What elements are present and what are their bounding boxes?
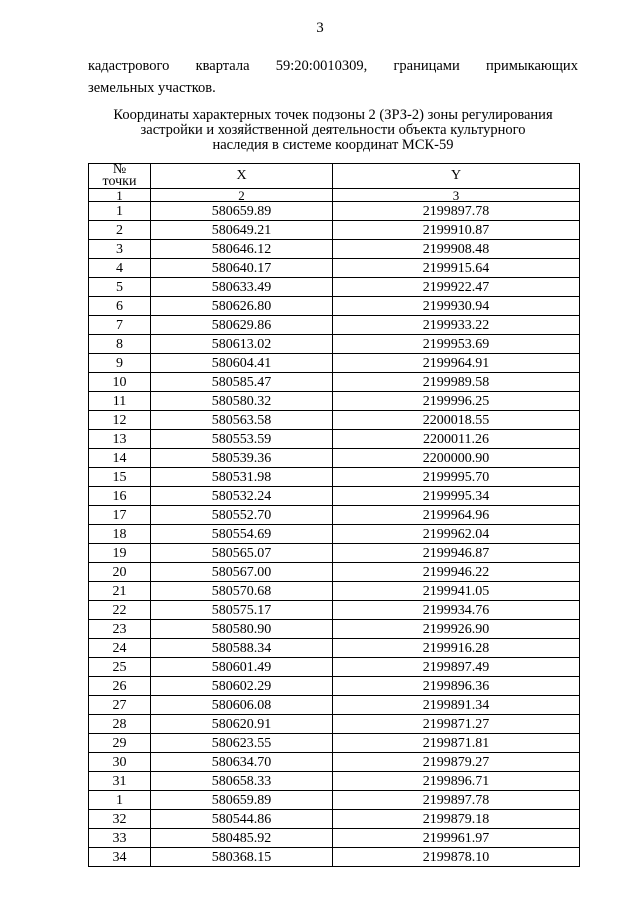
table-row [89, 734, 580, 753]
table-row [89, 316, 580, 335]
table-row [89, 563, 580, 582]
point-number-cell: 22 [89, 601, 151, 620]
x-cell: 580485.92 [151, 829, 333, 848]
x-cell: 580539.36 [151, 449, 333, 468]
x-cell: 580626.80 [151, 297, 333, 316]
y-cell: 2199989.58 [333, 373, 580, 392]
table-row [89, 620, 580, 639]
x-cell: 580640.17 [151, 259, 333, 278]
y-cell: 2199896.36 [333, 677, 580, 696]
point-number-cell: 12 [89, 411, 151, 430]
y-cell: 2200000.90 [333, 449, 580, 468]
index-cell: 2 [151, 189, 333, 202]
point-number-cell: 28 [89, 715, 151, 734]
point-number-cell: 3 [89, 240, 151, 259]
table-row [89, 430, 580, 449]
y-cell: 2199995.70 [333, 468, 580, 487]
intro-word: границами [393, 58, 460, 74]
x-cell: 580368.15 [151, 848, 333, 867]
x-cell: 580531.98 [151, 468, 333, 487]
table-header-row [89, 164, 580, 189]
y-cell: 2199922.47 [333, 278, 580, 297]
y-cell: 2199930.94 [333, 297, 580, 316]
x-cell: 580553.59 [151, 430, 333, 449]
point-number-cell: 13 [89, 430, 151, 449]
table-row [89, 506, 580, 525]
x-cell: 580567.00 [151, 563, 333, 582]
table-row [89, 544, 580, 563]
y-cell: 2200011.26 [333, 430, 580, 449]
y-cell: 2199878.10 [333, 848, 580, 867]
y-cell: 2200018.55 [333, 411, 580, 430]
point-number-cell: 25 [89, 658, 151, 677]
x-cell: 580658.33 [151, 772, 333, 791]
point-number-cell: 21 [89, 582, 151, 601]
x-cell: 580552.70 [151, 506, 333, 525]
page-number: 3 [316, 20, 324, 36]
y-cell: 2199897.78 [333, 202, 580, 221]
y-cell: 2199916.28 [333, 639, 580, 658]
y-cell: 2199995.34 [333, 487, 580, 506]
intro-line-2: земельных участков. [88, 80, 216, 96]
table-row [89, 829, 580, 848]
table-row [89, 335, 580, 354]
point-number-cell: 10 [89, 373, 151, 392]
table-row [89, 639, 580, 658]
table-body [89, 202, 580, 867]
point-number-cell: 32 [89, 810, 151, 829]
point-number-cell: 4 [89, 259, 151, 278]
intro-paragraph [88, 55, 578, 99]
table-row [89, 221, 580, 240]
x-cell: 580565.07 [151, 544, 333, 563]
x-cell: 580634.70 [151, 753, 333, 772]
header-x: X [151, 164, 333, 189]
table-row [89, 240, 580, 259]
table-row [89, 297, 580, 316]
coordinates-table [88, 163, 580, 867]
header-point-number [89, 164, 151, 189]
point-number-cell: 7 [89, 316, 151, 335]
point-number-cell: 34 [89, 848, 151, 867]
y-cell: 2199964.91 [333, 354, 580, 373]
x-cell: 580606.08 [151, 696, 333, 715]
table-row [89, 449, 580, 468]
point-number-cell: 5 [89, 278, 151, 297]
y-cell: 2199897.49 [333, 658, 580, 677]
y-cell: 2199871.27 [333, 715, 580, 734]
x-cell: 580554.69 [151, 525, 333, 544]
point-number-cell: 1 [89, 791, 151, 810]
point-number-cell: 31 [89, 772, 151, 791]
point-number-cell: 19 [89, 544, 151, 563]
x-cell: 580613.02 [151, 335, 333, 354]
y-cell: 2199996.25 [333, 392, 580, 411]
x-cell: 580649.21 [151, 221, 333, 240]
y-cell: 2199946.87 [333, 544, 580, 563]
x-cell: 580659.89 [151, 791, 333, 810]
table-row [89, 601, 580, 620]
index-cell: 1 [89, 189, 151, 202]
heading-line-1: Координаты характерных точек подзоны 2 (ЗРЗ-2) зоны регулирования [113, 107, 553, 123]
point-number-cell: 18 [89, 525, 151, 544]
table-row [89, 373, 580, 392]
y-cell: 2199926.90 [333, 620, 580, 639]
y-cell: 2199915.64 [333, 259, 580, 278]
table-row [89, 354, 580, 373]
intro-word: кадастрового [88, 58, 170, 74]
table-row [89, 696, 580, 715]
table-row [89, 658, 580, 677]
point-number-cell: 1 [89, 202, 151, 221]
point-number-cell: 23 [89, 620, 151, 639]
point-number-cell: 17 [89, 506, 151, 525]
x-cell: 580588.34 [151, 639, 333, 658]
table-row [89, 791, 580, 810]
x-cell: 580563.58 [151, 411, 333, 430]
table-row [89, 715, 580, 734]
point-number-cell: 27 [89, 696, 151, 715]
intro-word: квартала [195, 58, 250, 74]
point-number-cell: 11 [89, 392, 151, 411]
y-cell: 2199891.34 [333, 696, 580, 715]
table-index-row [89, 189, 580, 202]
x-cell: 580544.86 [151, 810, 333, 829]
table-row [89, 411, 580, 430]
y-cell: 2199897.78 [333, 791, 580, 810]
table-row [89, 468, 580, 487]
x-cell: 580646.12 [151, 240, 333, 259]
y-cell: 2199910.87 [333, 221, 580, 240]
table-row [89, 525, 580, 544]
x-cell: 580629.86 [151, 316, 333, 335]
y-cell: 2199879.27 [333, 753, 580, 772]
y-cell: 2199871.81 [333, 734, 580, 753]
header-point-label: точки [102, 174, 137, 189]
x-cell: 580580.90 [151, 620, 333, 639]
y-cell: 2199953.69 [333, 335, 580, 354]
point-number-cell: 30 [89, 753, 151, 772]
x-cell: 580602.29 [151, 677, 333, 696]
point-number-cell: 2 [89, 221, 151, 240]
heading-line-3: наследия в системе координат МСК-59 [212, 137, 454, 153]
intro-word: 59:20:0010309, [275, 58, 368, 74]
table-row [89, 582, 580, 601]
index-cell: 3 [333, 189, 580, 202]
x-cell: 580585.47 [151, 373, 333, 392]
table-heading [88, 108, 578, 153]
table-row [89, 392, 580, 411]
intro-line-1 [88, 55, 578, 77]
y-cell: 2199908.48 [333, 240, 580, 259]
point-number-cell: 9 [89, 354, 151, 373]
table-row [89, 810, 580, 829]
heading-line-2: застройки и хозяйственной деятельности объекта культурного [140, 122, 526, 138]
x-cell: 580623.55 [151, 734, 333, 753]
x-cell: 580580.32 [151, 392, 333, 411]
point-number-cell: 15 [89, 468, 151, 487]
table-row [89, 677, 580, 696]
x-cell: 580604.41 [151, 354, 333, 373]
table-row [89, 202, 580, 221]
y-cell: 2199964.96 [333, 506, 580, 525]
header-number-sign: № [112, 162, 127, 177]
y-cell: 2199962.04 [333, 525, 580, 544]
point-number-cell: 26 [89, 677, 151, 696]
table-row [89, 278, 580, 297]
y-cell: 2199933.22 [333, 316, 580, 335]
y-cell: 2199946.22 [333, 563, 580, 582]
point-number-cell: 24 [89, 639, 151, 658]
x-cell: 580575.17 [151, 601, 333, 620]
table-row [89, 753, 580, 772]
y-cell: 2199934.76 [333, 601, 580, 620]
point-number-cell: 6 [89, 297, 151, 316]
point-number-cell: 8 [89, 335, 151, 354]
point-number-cell: 29 [89, 734, 151, 753]
point-number-cell: 16 [89, 487, 151, 506]
point-number-cell: 20 [89, 563, 151, 582]
y-cell: 2199941.05 [333, 582, 580, 601]
point-number-cell: 14 [89, 449, 151, 468]
point-number-cell: 33 [89, 829, 151, 848]
table-row [89, 848, 580, 867]
x-cell: 580570.68 [151, 582, 333, 601]
table-row [89, 259, 580, 278]
header-y: Y [333, 164, 580, 189]
table-row [89, 772, 580, 791]
x-cell: 580532.24 [151, 487, 333, 506]
intro-word: примыкающих [485, 58, 578, 74]
x-cell: 580601.49 [151, 658, 333, 677]
table-row [89, 487, 580, 506]
x-cell: 580620.91 [151, 715, 333, 734]
x-cell: 580633.49 [151, 278, 333, 297]
y-cell: 2199879.18 [333, 810, 580, 829]
y-cell: 2199961.97 [333, 829, 580, 848]
x-cell: 580659.89 [151, 202, 333, 221]
y-cell: 2199896.71 [333, 772, 580, 791]
